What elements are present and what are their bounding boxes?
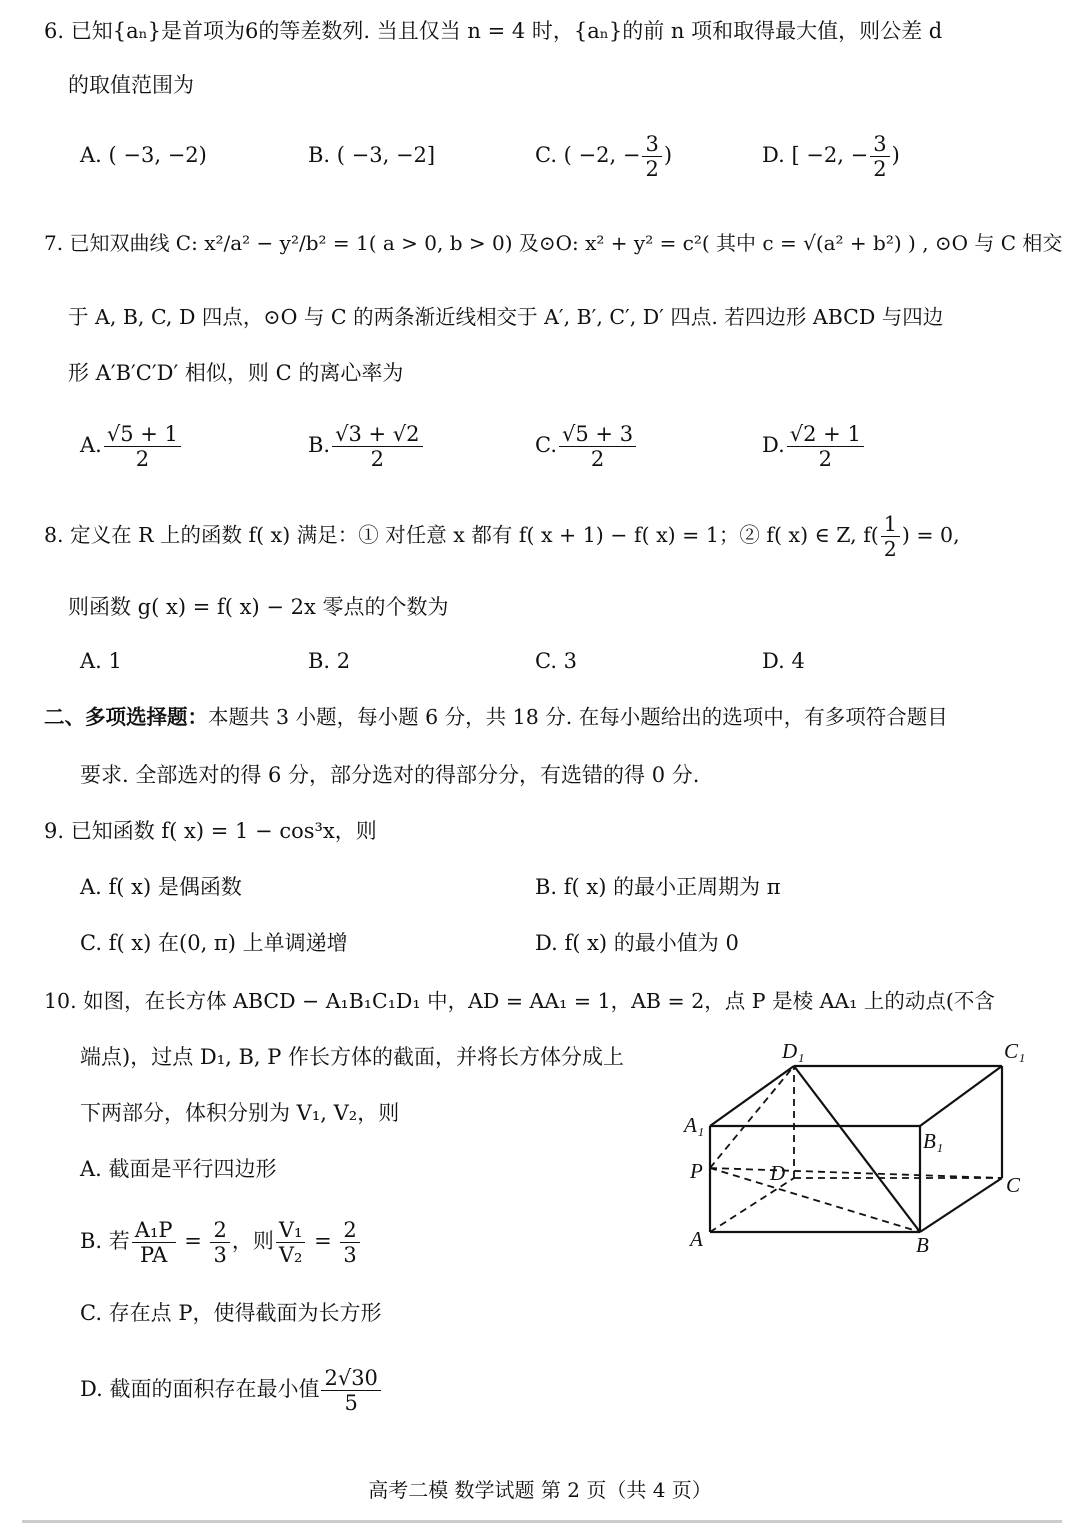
q10-option-a: A. 截面是平行四边形 <box>80 1157 277 1181</box>
hidden-edge-a-d <box>710 1178 794 1232</box>
page-bottom-edge <box>22 1520 1062 1523</box>
label-c: C <box>1006 1173 1021 1197</box>
q6-option-c <box>535 128 672 182</box>
section-p-c <box>710 1168 1002 1178</box>
label-a1: A₁ <box>684 1113 705 1137</box>
q9-stem: 9. 已知函数 f( x) = 1 − cos³x，则 <box>44 819 377 843</box>
q7-option-b-label: B. <box>308 433 331 457</box>
q10-option-b-f4-den: 3 <box>343 1243 357 1267</box>
q8-stem-prefix: 8. 定义在 R 上的函数 f( x) 满足：① 对任意 x 都有 f( x + 1) − f( x) = 1；② f( x) ∈ Z, f( <box>44 523 879 547</box>
q10-option-b-f2-den: 3 <box>213 1243 227 1267</box>
q7-option-d-den: 2 <box>818 447 832 471</box>
q7-stem-line2: 于 A, B, C, D 四点，⊙O 与 C 的两条渐近线相交于 A′, B′, C′, D′ 四点. 若四边形 ABCD 与四边 <box>68 305 944 329</box>
q10-option-b-eq1: = <box>177 1229 209 1253</box>
q10-option-d-prefix: D. 截面的面积存在最小值 <box>80 1377 320 1401</box>
label-p: P <box>690 1159 703 1183</box>
q6-option-d-fraction <box>870 132 889 181</box>
q9-option-c: C. f( x) 在(0, π) 上单调递增 <box>80 931 348 955</box>
q6-option-c-den: 2 <box>645 157 659 181</box>
q7-option-c-label: C. <box>535 433 557 457</box>
q6-option-c-num: 3 <box>642 132 661 157</box>
q6-option-d-prefix: D. [ −2, − <box>762 143 869 167</box>
q10-option-b-prefix: B. 若 <box>80 1229 130 1253</box>
label-a: A <box>690 1227 703 1251</box>
page-footer: 高考二模 数学试题 第 2 页（共 4 页） <box>368 1478 712 1502</box>
q10-option-b-f3 <box>276 1218 306 1267</box>
q6-stem-line2: 的取值范围为 <box>68 73 194 97</box>
q6-option-d-den: 2 <box>873 157 887 181</box>
q7-stem-line1: 7. 已知双曲线 C: x²/a² − y²/b² = 1( a > 0, b > 0) 及⊙O: x² + y² = c²( 其中 c = √(a² + b²) ) , ⊙O 与 C 相交 <box>44 231 1063 255</box>
section2-heading: 二、多项选择题： <box>44 705 208 729</box>
q7-option-b <box>308 418 425 472</box>
q6-option-b: B. ( −3, −2] <box>308 143 436 167</box>
q7-option-a <box>80 418 183 472</box>
q7-option-a-num: √5 + 1 <box>104 422 181 447</box>
section-p-b <box>710 1168 920 1232</box>
q6-option-c-fraction <box>642 132 661 181</box>
q9-option-d: D. f( x) 的最小值为 0 <box>535 931 739 955</box>
q7-option-d-fraction <box>787 422 864 471</box>
q10-stem-line1: 10. 如图，在长方体 ABCD − A₁B₁C₁D₁ 中，AD = AA₁ = 1，AB = 2，点 P 是棱 AA₁ 上的动点(不含 <box>44 989 995 1013</box>
q10-option-d-den: 5 <box>344 1391 358 1415</box>
q6-option-c-prefix: C. ( −2, − <box>535 143 641 167</box>
q10-option-b-then: ，则 <box>231 1229 274 1253</box>
q8-stem-num: 1 <box>881 512 900 537</box>
edge-b-c <box>920 1178 1002 1232</box>
q7-option-a-label: A. <box>80 433 102 457</box>
q10-cuboid-figure <box>670 1040 1050 1270</box>
q6-option-d <box>762 128 900 182</box>
q10-option-d-num: 2√30 <box>321 1366 380 1391</box>
q10-stem-line3: 下两部分，体积分别为 V₁, V₂，则 <box>80 1101 400 1125</box>
q10-option-b-f1-den: PA <box>139 1243 168 1267</box>
label-b: B <box>916 1233 929 1257</box>
q10-option-b-f3-den: V₂ <box>278 1243 303 1267</box>
edge-d1-b <box>794 1066 920 1232</box>
q7-option-d-num: √2 + 1 <box>787 422 864 447</box>
q9-option-a: A. f( x) 是偶函数 <box>80 875 242 899</box>
q7-option-c-fraction <box>559 422 636 471</box>
section2-line2: 要求. 全部选对的得 6 分，部分选对的得部分分，有选错的得 0 分. <box>80 763 700 787</box>
q6-stem-line1: 6. 已知{aₙ}是首项为6的等差数列. 当且仅当 n = 4 时，{aₙ}的前 n 项和取得最大值，则公差 d <box>44 19 943 43</box>
q10-option-b-f1-num: A₁P <box>132 1218 176 1243</box>
edge-b1-c1 <box>920 1066 1002 1126</box>
q8-stem-line2: 则函数 g( x) = f( x) − 2x 零点的个数为 <box>68 595 449 619</box>
q8-option-b: B. 2 <box>308 649 351 673</box>
q9-option-b: B. f( x) 的最小正周期为 π <box>535 875 781 899</box>
q10-option-b-f4 <box>340 1218 359 1267</box>
q7-option-b-num: √3 + √2 <box>332 422 422 447</box>
q8-stem-den: 2 <box>883 537 897 561</box>
q8-option-c: C. 3 <box>535 649 578 673</box>
q7-option-d <box>762 418 866 472</box>
q7-option-c-num: √5 + 3 <box>559 422 636 447</box>
q10-option-d <box>80 1362 383 1416</box>
q10-option-c: C. 存在点 P，使得截面为长方形 <box>80 1301 382 1325</box>
q10-option-b-f2 <box>210 1218 229 1267</box>
q7-option-d-label: D. <box>762 433 785 457</box>
q8-option-a: A. 1 <box>80 649 122 673</box>
q6-option-a: A. ( −3, −2) <box>80 143 207 167</box>
q7-option-b-den: 2 <box>370 447 385 471</box>
q10-option-b-f4-num: 2 <box>340 1218 359 1243</box>
section2-intro: 本题共 3 小题，每小题 6 分，共 18 分. 在每小题给出的选项中，有多项符合题目 <box>208 705 948 729</box>
q7-option-b-fraction <box>332 422 422 471</box>
q8-stem-fraction <box>881 512 900 561</box>
q7-stem-line3: 形 A′B′C′D′ 相似，则 C 的离心率为 <box>68 361 404 385</box>
q6-option-d-num: 3 <box>870 132 889 157</box>
q8-stem-suffix: ) = 0, <box>901 523 960 547</box>
q8-option-d: D. 4 <box>762 649 805 673</box>
label-d: D <box>770 1161 786 1185</box>
q7-option-a-den: 2 <box>135 447 150 471</box>
label-d1: D₁ <box>782 1040 805 1063</box>
q6-option-d-suffix: ) <box>891 143 900 167</box>
q10-option-b-f2-num: 2 <box>210 1218 229 1243</box>
q7-option-c-den: 2 <box>590 447 605 471</box>
q8-stem-line1 <box>44 508 960 562</box>
q6-option-c-suffix: ) <box>663 143 673 167</box>
section2-line1 <box>44 702 948 732</box>
q10-option-b <box>80 1214 362 1268</box>
q10-option-d-fraction <box>321 1366 380 1415</box>
q10-stem-line2: 端点)，过点 D₁, B, P 作长方体的截面，并将长方体分成上 <box>80 1045 625 1069</box>
q7-option-c <box>535 418 638 472</box>
q7-option-a-fraction <box>104 422 181 471</box>
label-b1: B₁ <box>923 1129 944 1153</box>
q10-option-b-f3-num: V₁ <box>276 1218 306 1243</box>
label-c1: C₁ <box>1004 1040 1026 1063</box>
q10-option-b-f1 <box>132 1218 176 1267</box>
q10-option-b-eq2: = <box>307 1229 339 1253</box>
